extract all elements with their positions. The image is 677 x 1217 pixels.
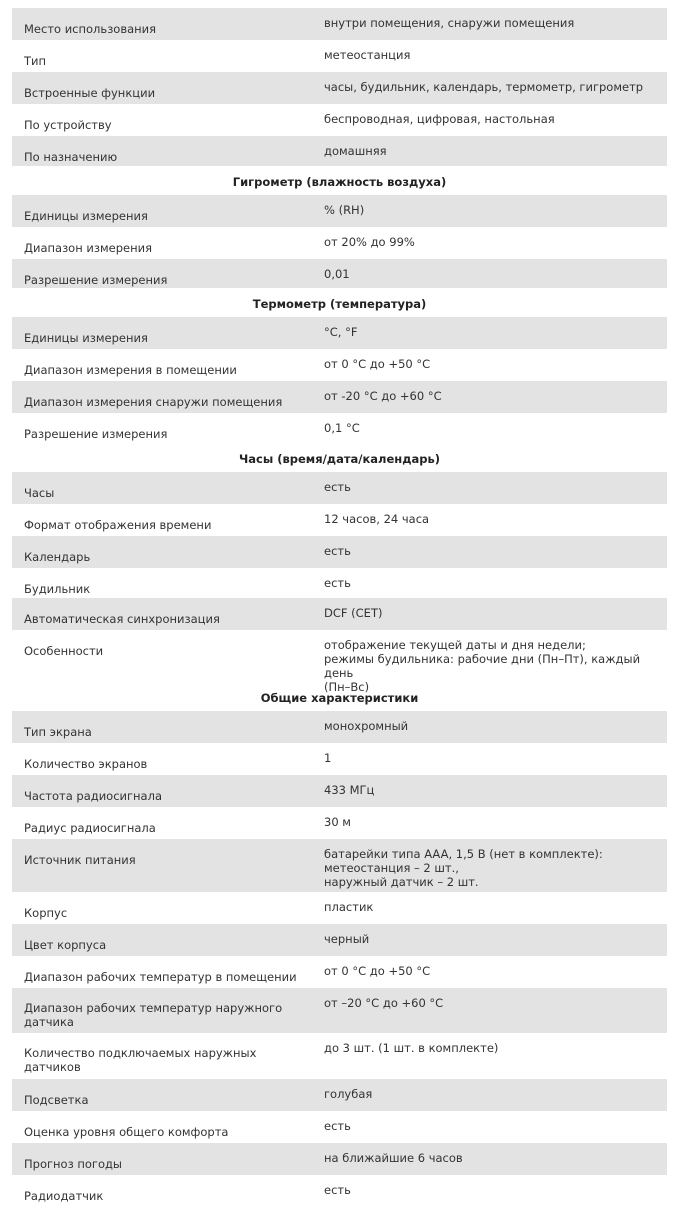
spec-row <box>12 136 667 166</box>
spec-row <box>12 1079 667 1111</box>
spec-row <box>12 8 667 40</box>
spec-row <box>12 104 667 136</box>
spec-name: Корпус <box>24 906 68 920</box>
spec-row <box>12 1143 667 1175</box>
spec-name: Единицы измерения <box>24 331 148 345</box>
spec-row <box>12 988 667 1033</box>
spec-row <box>12 892 667 924</box>
spec-row <box>12 227 667 259</box>
spec-value: 30 м <box>324 815 351 829</box>
spec-name: Формат отображения времени <box>24 518 212 532</box>
spec-value: часы, будильник, календарь, термометр, гигрометр <box>324 80 644 94</box>
spec-row <box>12 259 667 288</box>
spec-name: Особенности <box>24 644 104 658</box>
spec-name: По устройству <box>24 118 112 132</box>
spec-value: от 20% до 99% <box>324 235 415 249</box>
spec-value: монохромный <box>324 719 409 733</box>
spec-row <box>12 195 667 227</box>
spec-name: Оценка уровня общего комфорта <box>24 1125 229 1139</box>
spec-row <box>12 807 667 839</box>
spec-value: домашняя <box>324 144 387 158</box>
spec-row <box>12 1175 667 1207</box>
spec-name: Тип экрана <box>24 725 92 739</box>
spec-value: пластик <box>324 900 374 914</box>
spec-value: есть <box>324 544 351 558</box>
spec-value: до 3 шт. (1 шт. в комплекте) <box>324 1041 499 1055</box>
section-header: Термометр (температура) <box>12 288 667 317</box>
spec-name: Тип <box>24 54 47 68</box>
spec-name: Диапазон рабочих температур наружного датчика <box>24 1001 283 1029</box>
spec-name: Подсветка <box>24 1093 89 1107</box>
spec-row <box>12 568 667 598</box>
spec-name: Источник питания <box>24 853 136 867</box>
spec-row <box>12 956 667 988</box>
spec-value: от 0 °C до +50 °C <box>324 964 431 978</box>
spec-row <box>12 317 667 349</box>
spec-row <box>12 536 667 568</box>
spec-value: есть <box>324 1183 351 1197</box>
spec-value: есть <box>324 1119 351 1133</box>
spec-row <box>12 775 667 807</box>
spec-row <box>12 924 667 956</box>
spec-name: Автоматическая синхронизация <box>24 612 220 626</box>
spec-value: голубая <box>324 1087 373 1101</box>
spec-value: от 0 °C до +50 °C <box>324 357 431 371</box>
spec-value: 0,01 <box>324 267 350 281</box>
spec-name: Календарь <box>24 550 91 564</box>
spec-row <box>12 711 667 743</box>
spec-row <box>12 472 667 504</box>
spec-row <box>12 1033 667 1079</box>
spec-row <box>12 40 667 72</box>
spec-value: отображение текущей даты и дня недели; режимы будильника: рабочие дни (Пн–Пт), каждый день (Пн–Вс) <box>324 638 641 694</box>
spec-value: % (RH) <box>324 203 365 217</box>
spec-row <box>12 598 667 630</box>
spec-value: на ближайшие 6 часов <box>324 1151 463 1165</box>
spec-name: Разрешение измерения <box>24 273 168 287</box>
section-header: Гигрометр (влажность воздуха) <box>12 166 667 195</box>
spec-value: беспроводная, цифровая, настольная <box>324 112 555 126</box>
spec-name: Прогноз погоды <box>24 1157 123 1171</box>
spec-row <box>12 349 667 381</box>
spec-row <box>12 1111 667 1143</box>
spec-name: Место использования <box>24 22 157 36</box>
spec-row <box>12 72 667 104</box>
section-header: Часы (время/дата/календарь) <box>12 443 667 472</box>
spec-name: Цвет корпуса <box>24 938 107 952</box>
spec-name: Радиус радиосигнала <box>24 821 156 835</box>
spec-name: Диапазон измерения <box>24 241 153 255</box>
spec-value: батарейки типа AAA, 1,5 В (нет в комплекте): метеостанция – 2 шт., наружный датчик – 2 шт. <box>324 847 603 889</box>
spec-name: Частота радиосигнала <box>24 789 162 803</box>
spec-row <box>12 630 667 694</box>
spec-value: метеостанция <box>324 48 411 62</box>
spec-name: Разрешение измерения <box>24 427 168 441</box>
spec-value: 0,1 °C <box>324 421 360 435</box>
spec-name: Диапазон измерения в помещении <box>24 363 237 377</box>
spec-value: черный <box>324 932 370 946</box>
section-header: Общие характеристики <box>12 682 667 711</box>
spec-row <box>12 381 667 413</box>
spec-value: от –20 °C до +60 °C <box>324 996 444 1010</box>
spec-value: 1 <box>324 751 332 765</box>
spec-row <box>12 504 667 536</box>
spec-name: Количество экранов <box>24 757 148 771</box>
spec-name: Диапазон измерения снаружи помещения <box>24 395 283 409</box>
spec-name: Часы <box>24 486 55 500</box>
spec-row <box>12 413 667 443</box>
spec-row <box>12 743 667 775</box>
spec-value: 12 часов, 24 часа <box>324 512 430 526</box>
spec-name: Встроенные функции <box>24 86 156 100</box>
spec-name: Диапазон рабочих температур в помещении <box>24 970 297 984</box>
spec-name: Будильник <box>24 582 91 596</box>
spec-value: DCF (CET) <box>324 606 383 620</box>
spec-value: °C, °F <box>324 325 358 339</box>
spec-name: Радиодатчик <box>24 1189 104 1203</box>
spec-value: 433 МГц <box>324 783 375 797</box>
spec-table <box>12 8 667 1207</box>
spec-value: есть <box>324 480 351 494</box>
spec-row <box>12 839 667 892</box>
spec-value: внутри помещения, снаружи помещения <box>324 16 575 30</box>
spec-name: Количество подключаемых наружных датчиков <box>24 1046 257 1074</box>
spec-value: от -20 °C до +60 °C <box>324 389 442 403</box>
spec-name: Единицы измерения <box>24 209 148 223</box>
spec-value: есть <box>324 576 351 590</box>
spec-name: По назначению <box>24 150 118 164</box>
